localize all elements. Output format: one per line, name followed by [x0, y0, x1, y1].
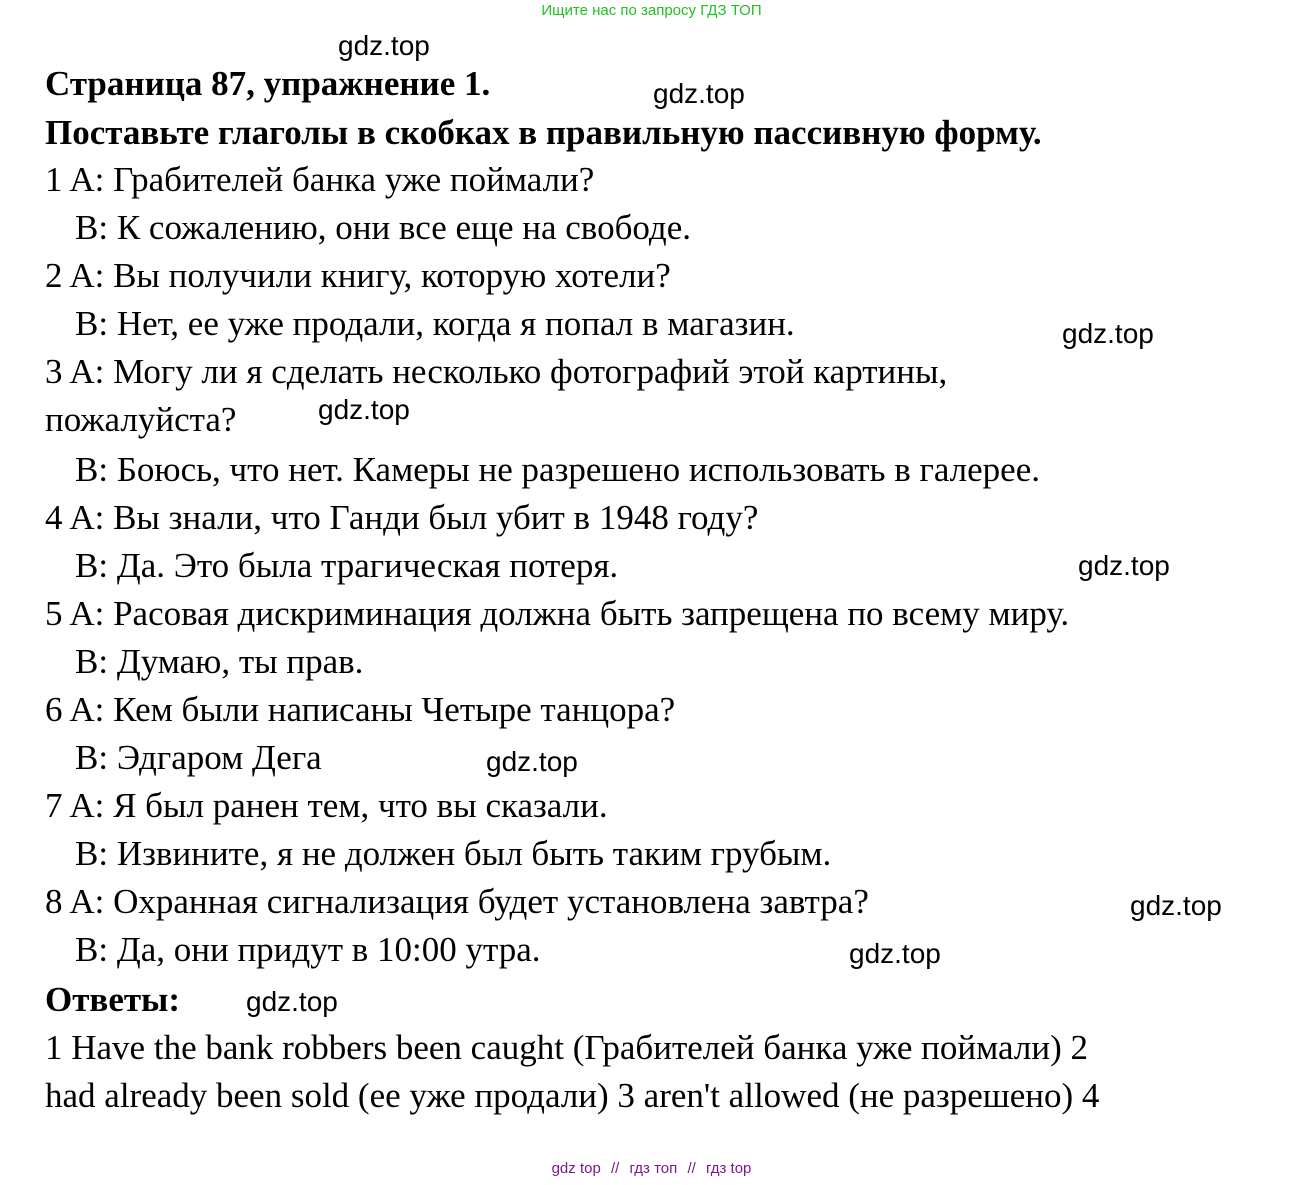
answer-line: had already been sold (ее уже продали) 3 aren't allowed (не разрешено) 4 [45, 1076, 1100, 1115]
watermark: gdz.top [246, 986, 338, 1017]
dialogue-line: B: Думаю, ты прав. [75, 642, 364, 681]
dialogue-line: 8 A: Охранная сигнализация будет установлена завтра? [45, 882, 869, 921]
answers-heading: Ответы: [45, 980, 181, 1019]
dialogue-line: 7 A: Я был ранен тем, что вы сказали. [45, 786, 608, 825]
dialogue-line: пожалуйста? [45, 400, 237, 439]
watermark: gdz.top [338, 30, 430, 61]
exercise-instruction: Поставьте глаголы в скобках в правильную пассивную форму. [45, 113, 1042, 152]
footer-link-gdz-top-mixed[interactable]: гдз top [705, 1160, 752, 1177]
dialogue-line: B: Да. Это была трагическая потеря. [75, 546, 619, 585]
answer-line: 1 Have the bank robbers been caught (Грабителей банка уже поймали) 2 [45, 1028, 1088, 1067]
top-banner-link[interactable]: Ищите нас по запросу ГДЗ ТОП [541, 2, 762, 19]
dialogue-line: B: Извините, я не должен был быть таким грубым. [75, 834, 832, 873]
footer-separator: // [687, 1160, 696, 1177]
watermark: gdz.top [1062, 318, 1154, 349]
dialogue-line: 1 A: Грабителей банка уже поймали? [45, 160, 595, 199]
footer-separator: // [610, 1160, 620, 1177]
watermark: gdz.top [1130, 890, 1222, 921]
dialogue-line: B: Нет, ее уже продали, когда я попал в магазин. [75, 304, 795, 343]
dialogue-line: 4 A: Вы знали, что Ганди был убит в 1948 году? [45, 498, 759, 537]
dialogue-line: 2 A: Вы получили книгу, которую хотели? [45, 256, 671, 295]
dialogue-line: 6 A: Кем были написаны Четыре танцора? [45, 690, 676, 729]
watermark: gdz.top [653, 78, 745, 109]
watermark: gdz.top [1078, 550, 1170, 581]
dialogue-line: 3 A: Могу ли я сделать несколько фотографий этой картины, [45, 352, 948, 391]
dialogue-line: B: Да, они придут в 10:00 утра. [75, 930, 541, 969]
footer-link-gdz-top[interactable]: gdz top [551, 1160, 601, 1177]
page-title: Страница 87, упражнение 1. [45, 64, 491, 103]
dialogue-line: B: Боюсь, что нет. Камеры не разрешено использовать в галерее. [75, 450, 1040, 489]
footer-links [0, 1160, 1303, 1177]
dialogue-line: B: К сожалению, они все еще на свободе. [75, 208, 691, 247]
watermark: gdz.top [318, 394, 410, 425]
watermark: gdz.top [849, 938, 941, 969]
dialogue-line: 5 A: Расовая дискриминация должна быть запрещена по всему миру. [45, 594, 1070, 633]
watermark: gdz.top [486, 746, 578, 777]
footer-link-gdz-top-ru[interactable]: гдз топ [629, 1160, 678, 1177]
dialogue-line: B: Эдгаром Дега [75, 738, 322, 777]
